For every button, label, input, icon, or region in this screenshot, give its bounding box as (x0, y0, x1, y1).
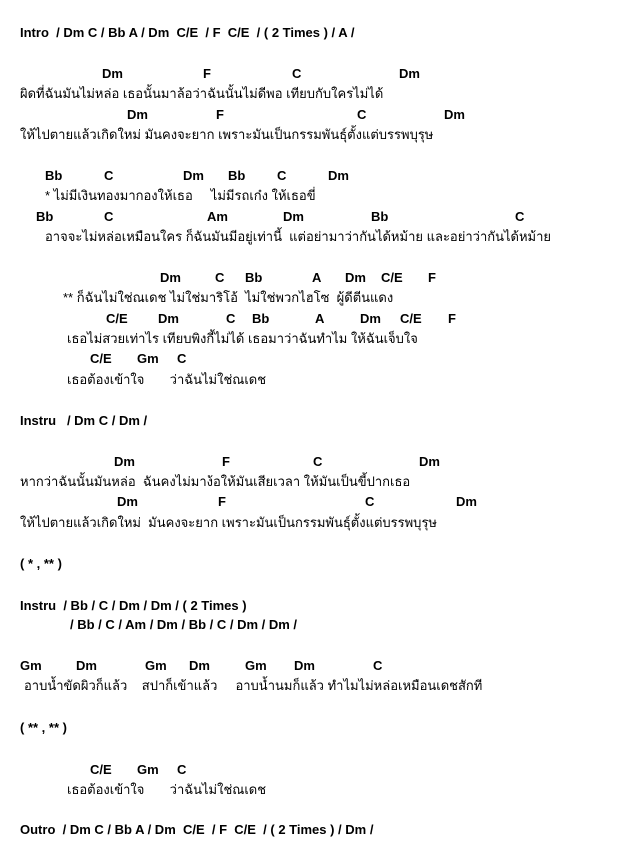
section-label: Intro / Dm C / Bb A / Dm C/E / F C/E / ( 2 Times ) / A / (20, 25, 355, 40)
chord: C (515, 209, 525, 224)
lyric-line: ให้ไปตายแล้วเกิดใหม่ มันคงจะยาก เพราะมันเป็นกรรมพันธุ์ตั้งแต่บรรพบุรุษ (20, 127, 434, 142)
chord: Dm (294, 658, 315, 673)
section-label: Outro / Dm C / Bb A / Dm C/E / F C/E / ( 2 Times ) / Dm / (20, 822, 374, 837)
chord: Bb (245, 270, 263, 285)
chord: Dm (102, 66, 123, 81)
chord: F (428, 270, 436, 285)
lyric-line: เธอต้องเข้าใจ ว่าฉันไม่ใช่ณเดช (67, 782, 267, 797)
chord: Dm (114, 454, 135, 469)
lyric-line: ให้ไปตายแล้วเกิดใหม่ มันคงจะยาก เพราะมันเป็นกรรมพันธุ์ตั้งแต่บรรพบุรุษ (20, 515, 437, 530)
chord: C (104, 209, 114, 224)
chord: A (315, 311, 325, 326)
chord: Dm (444, 107, 465, 122)
chord: Bb (371, 209, 389, 224)
lyric-line: * ไม่มีเงินทองมากองให้เธอ ไม่มีรถเก๋ง ให้เธอขี่ (45, 188, 316, 203)
chord: C (357, 107, 367, 122)
chord: C (177, 762, 187, 777)
chord: Dm (360, 311, 381, 326)
chord: Bb (228, 168, 246, 183)
chord: Gm (137, 762, 159, 777)
lyric-line: อาจจะไม่หล่อเหมือนใคร ก็ฉันมันมีอยู่เท่านี้ แต่อย่ามาว่ากันได้หม้าย และอย่าว่ากันได้หม้าย (45, 229, 552, 244)
chord: F (218, 494, 226, 509)
chord: Dm (419, 454, 440, 469)
chord: F (222, 454, 230, 469)
lyric-line: เธอไม่สวยเท่าไร เทียบพิงกี้ไม่ได้ เธอมาว่าฉันทำไม ให้ฉันเจ็บใจ (67, 331, 418, 346)
chord: C (292, 66, 302, 81)
lyric-line: ** ก็ฉันไม่ใช่ณเดช ไม่ใช่มาริโอ้ ไม่ใช่พวกไฮโซ ผู้ดีตีนแดง (63, 290, 394, 305)
section-label: ( * , ** ) (20, 556, 62, 571)
chord: C/E (90, 762, 112, 777)
chord: Dm (189, 658, 210, 673)
chord: C/E (381, 270, 403, 285)
chord: Dm (160, 270, 181, 285)
chord: C (373, 658, 383, 673)
chord: Am (207, 209, 228, 224)
chord: C/E (400, 311, 422, 326)
lyric-line: ผิดที่ฉันมันไม่หล่อ เธอนั้นมาล้อว่าฉันนั้นไม่ดีพอ เทียบกับใครไม่ได้ (20, 86, 384, 101)
chord: C/E (90, 351, 112, 366)
chord: A (312, 270, 322, 285)
chord: Gm (145, 658, 167, 673)
section-label: / Bb / C / Am / Dm / Bb / C / Dm / Dm / (70, 617, 298, 632)
chord: F (203, 66, 211, 81)
chord: C (365, 494, 375, 509)
chord: Bb (45, 168, 63, 183)
chord: Dm (76, 658, 97, 673)
chord: Gm (20, 658, 42, 673)
chord: Gm (137, 351, 159, 366)
chord: C (313, 454, 323, 469)
chord: Dm (283, 209, 304, 224)
section-label: ( ** , ** ) (20, 720, 67, 735)
chord: C (226, 311, 236, 326)
chord: Dm (158, 311, 179, 326)
chord: Dm (345, 270, 366, 285)
chord: Gm (245, 658, 267, 673)
chord: Dm (328, 168, 349, 183)
chord: Dm (183, 168, 204, 183)
chord: C (215, 270, 225, 285)
chord: C (104, 168, 114, 183)
chord: C (277, 168, 287, 183)
chord: Dm (399, 66, 420, 81)
chord: Dm (127, 107, 148, 122)
lyric-line: เธอต้องเข้าใจ ว่าฉันไม่ใช่ณเดช (67, 372, 267, 387)
chord: Bb (252, 311, 270, 326)
chord: F (448, 311, 456, 326)
lyric-line: อาบน้ำขัดผิวก็แล้ว สปาก็เข้าแล้ว อาบน้ำนมก็แล้ว ทำไมไม่หล่อเหมือนเดชสักที (24, 678, 483, 693)
lyric-line: หากว่าฉันนั้นมันหล่อ ฉันคงไม่มาง้อให้มันเสียเวลา ให้มันเป็นขี้ปากเธอ (20, 474, 411, 489)
chord: Dm (117, 494, 138, 509)
chord: C/E (106, 311, 128, 326)
chord: Dm (456, 494, 477, 509)
section-label: Instru / Dm C / Dm / (20, 413, 148, 428)
chord: F (216, 107, 224, 122)
chord: C (177, 351, 187, 366)
chord: Bb (36, 209, 54, 224)
section-label: Instru / Bb / C / Dm / Dm / ( 2 Times ) (20, 598, 247, 613)
